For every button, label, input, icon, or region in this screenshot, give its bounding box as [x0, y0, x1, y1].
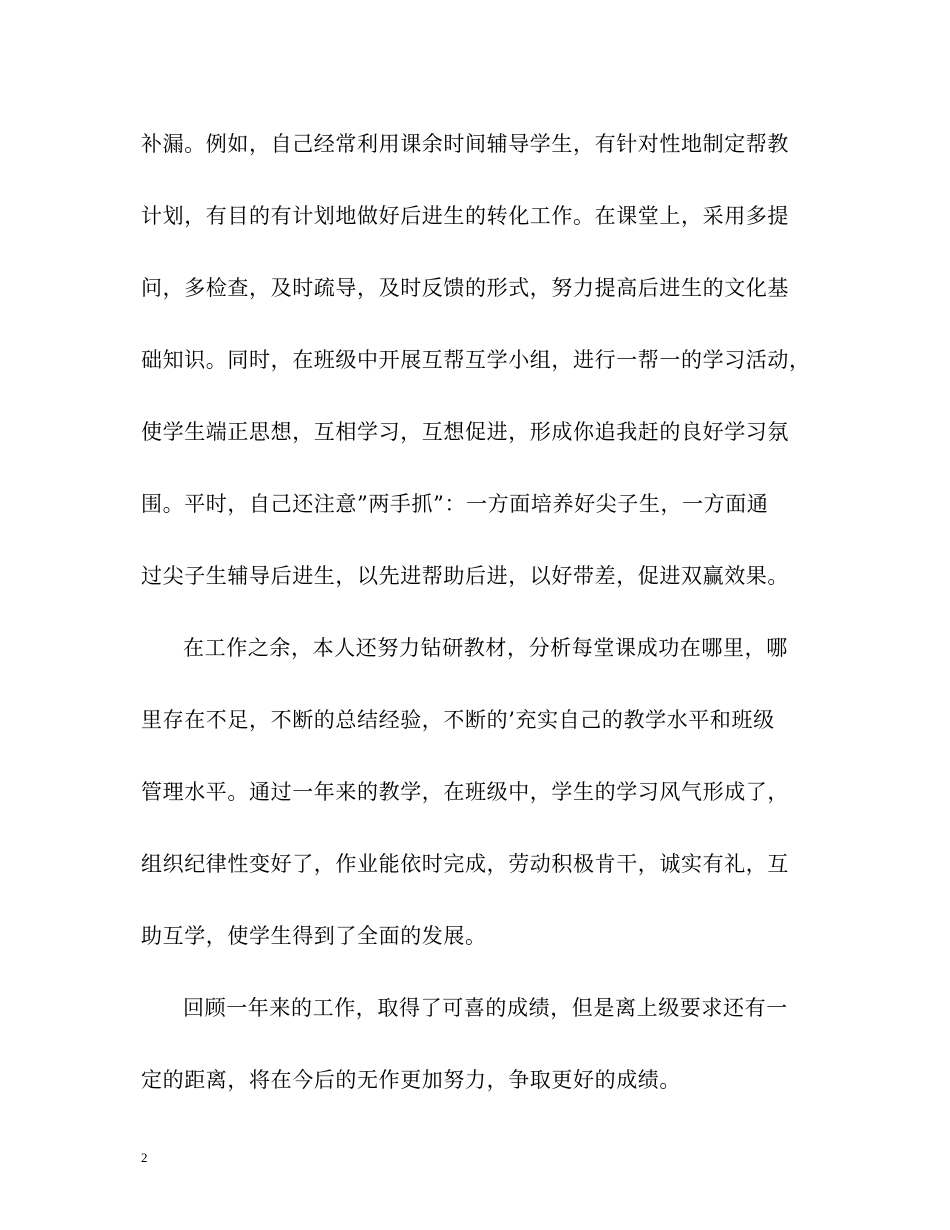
text-line: 管理水平。通过一年来的教学，在班级中，学生的学习风气形成了， — [141, 780, 789, 804]
body-text — [141, 120, 811, 1128]
text-line: 助互学，使学生得到了全面的发展。 — [141, 924, 487, 948]
paragraph-first-line: 回顾一年来的工作，取得了可喜的成绩，但是离上级要求还有一 — [183, 996, 788, 1020]
text-line: 使学生端正思想，互相学习，互想促进，形成你追我赶的良好学习氛 — [141, 420, 789, 444]
text-line: 问，多检查，及时疏导，及时反馈的形式，努力提高后进生的文化基 — [141, 276, 789, 300]
text-line: 计划，有目的有计划地做好后进生的转化工作。在课堂上，采用多提 — [141, 204, 789, 228]
text-line: 础知识。同时，在班级中开展互帮互学小组，进行一帮一的学习活动， — [141, 348, 811, 372]
text-line: 过尖子生辅导后进生，以先进帮助后进，以好带差，促进双赢效果。 — [141, 564, 789, 588]
page-number: 2 — [141, 1150, 148, 1165]
text-line: 围。平时，自己还注意”两手抓”：一方面培养好尖子生，一方面通 — [141, 492, 769, 516]
text-line: 里存在不足，不断的总结经验，不断的’充实自己的教学水平和班级 — [141, 708, 775, 732]
text-line: 补漏。例如，自己经常利用课余时间辅导学生，有针对性地制定帮教 — [141, 132, 789, 156]
text-line: 定的距离，将在今后的无作更加努力，争取更好的成绩。 — [141, 1068, 681, 1092]
paragraph-first-line: 在工作之余，本人还努力钻研教材，分析每堂课成功在哪里，哪 — [183, 636, 788, 660]
text-line: 组织纪律性变好了，作业能依时完成，劳动积极肯干，诚实有礼，互 — [141, 852, 789, 876]
